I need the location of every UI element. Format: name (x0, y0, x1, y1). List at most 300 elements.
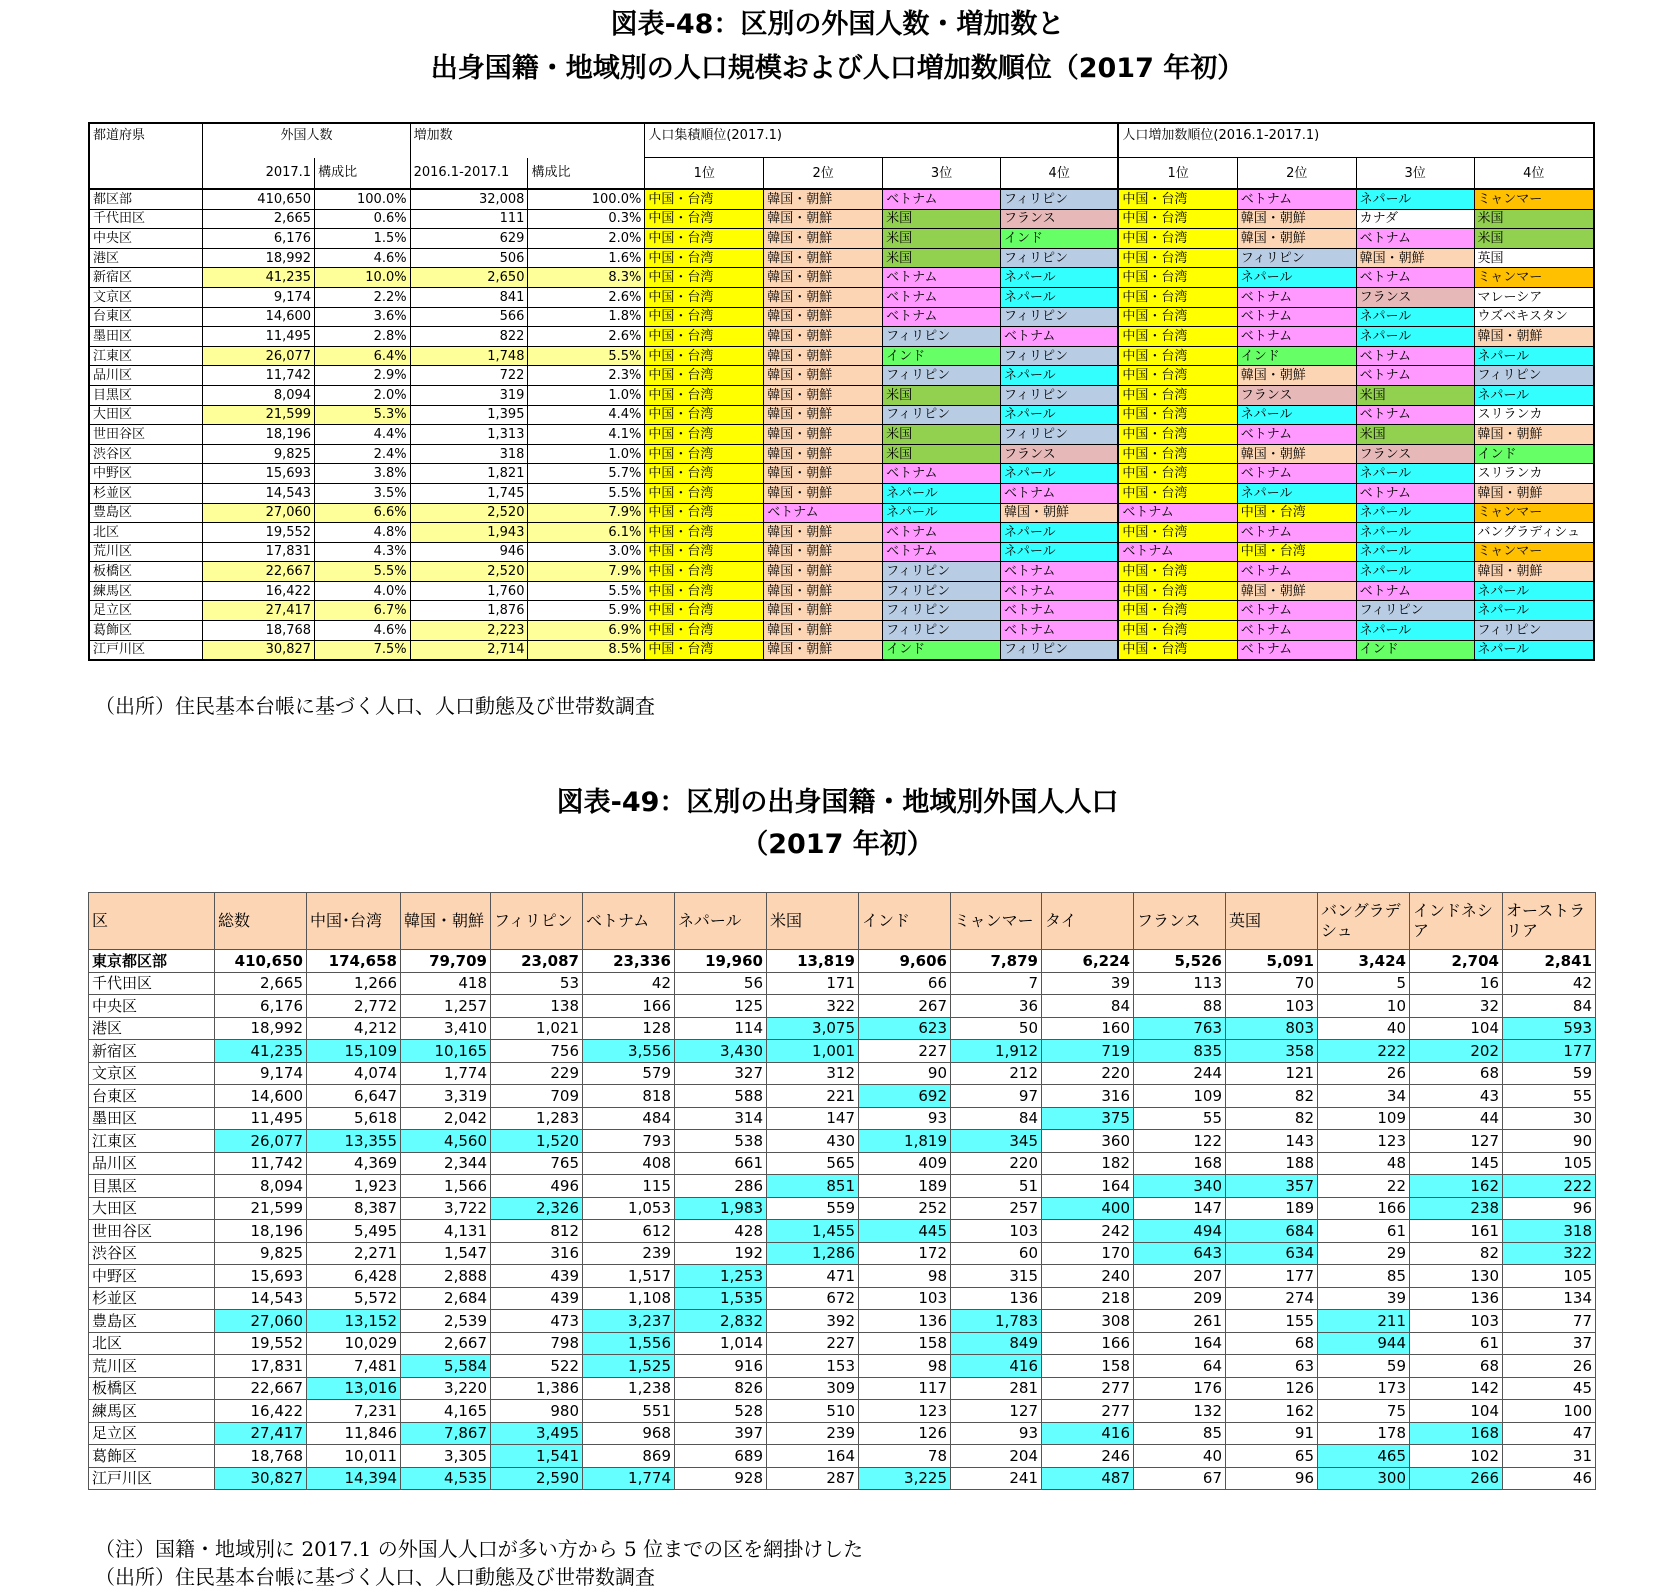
fig48-row (89, 405, 1594, 425)
pop-rank-3-cell: ベトナム (883, 464, 1001, 484)
population-cell: 174,658 (307, 950, 401, 973)
population-cell: 19,552 (215, 1332, 307, 1355)
inc-rank-2-cell: 韓国・朝鮮 (1237, 444, 1356, 464)
pop-rank-3-cell: フィリピン (883, 405, 1001, 425)
fig49-header-row (89, 893, 1596, 950)
population-cell: 220 (1042, 1062, 1134, 1085)
increase-share: 5.9% (528, 601, 645, 621)
population-cell: 7,481 (307, 1355, 401, 1378)
foreign-count: 11,495 (203, 327, 315, 347)
foreign-count: 16,422 (203, 581, 315, 601)
pop-rank-1-cell: 中国・台湾 (645, 248, 764, 268)
fig48-source: （出所）住民基本台帳に基づく人口、人口動態及び世帯数調査 (95, 694, 655, 718)
increase-count: 1,745 (410, 483, 528, 503)
fig48-row (89, 248, 1594, 268)
population-cell: 2,667 (401, 1332, 491, 1355)
population-cell: 14,600 (215, 1085, 307, 1108)
ward-name: 荒川区 (89, 1355, 215, 1378)
population-cell: 85 (1318, 1265, 1410, 1288)
fig48-row (89, 601, 1594, 621)
increase-share: 7.9% (528, 562, 645, 582)
population-cell: 21,599 (215, 1197, 307, 1220)
pop-rank-2-cell: 韓国・朝鮮 (764, 385, 883, 405)
fig49-row (89, 1197, 1596, 1220)
foreign-share: 2.2% (315, 287, 411, 307)
pop-rank-4-cell: ベトナム (1001, 601, 1119, 621)
ward-name: 足立区 (89, 1422, 215, 1445)
fig49-row (89, 1422, 1596, 1445)
foreign-share: 2.9% (315, 366, 411, 386)
population-cell: 484 (583, 1107, 675, 1130)
population-cell: 968 (583, 1422, 675, 1445)
fig48-title-line2: 出身国籍・地域別の人口規模および人口増加数順位（2017 年初） (430, 53, 1245, 84)
population-cell: 64 (1134, 1355, 1226, 1378)
population-cell: 916 (675, 1355, 767, 1378)
population-cell: 128 (583, 1017, 675, 1040)
ward-name: 杉並区 (89, 1287, 215, 1310)
population-cell: 2,684 (401, 1287, 491, 1310)
ward-name: 荒川区 (89, 542, 203, 562)
inc-rank-3-cell: ネパール (1356, 621, 1474, 641)
fig49-row (89, 1265, 1596, 1288)
population-cell: 1,455 (767, 1220, 859, 1243)
population-cell: 428 (675, 1220, 767, 1243)
inc-rank-2-cell: ベトナム (1237, 562, 1356, 582)
pop-rank-4-cell: ネパール (1001, 405, 1119, 425)
pop-rank-4-cell: フィリピン (1001, 640, 1119, 660)
population-cell: 309 (767, 1377, 859, 1400)
ward-name: 千代田区 (89, 972, 215, 995)
inc-rank-1-cell: 中国・台湾 (1118, 327, 1237, 347)
ward-name: 渋谷区 (89, 1242, 215, 1265)
population-cell: 1,517 (583, 1265, 675, 1288)
inc-rank-3-cell: ネパール (1356, 307, 1474, 327)
fig48-row (89, 209, 1594, 229)
population-cell: 1,983 (675, 1197, 767, 1220)
increase-share: 7.9% (528, 503, 645, 523)
increase-share: 1.0% (528, 385, 645, 405)
inc-rank-1-cell: 中国・台湾 (1118, 483, 1237, 503)
inc-rank-4-cell: 英国 (1474, 248, 1594, 268)
foreign-share: 3.6% (315, 307, 411, 327)
pop-rank-2-cell: 韓国・朝鮮 (764, 542, 883, 562)
population-cell: 835 (1134, 1040, 1226, 1063)
inc-rank-4-cell: 韓国・朝鮮 (1474, 483, 1594, 503)
fig49-header-cell: オーストラリア (1503, 893, 1596, 950)
inc-rank-2-cell: ベトナム (1237, 287, 1356, 307)
fig48-title-line1: 図表-48：区別の外国人数・増加数と (610, 9, 1065, 40)
fig48-row (89, 581, 1594, 601)
inc-rank-1-cell: 中国・台湾 (1118, 189, 1237, 209)
increase-count: 111 (410, 209, 528, 229)
population-cell: 173 (1318, 1377, 1410, 1400)
inc-rank-2-cell: ベトナム (1237, 601, 1356, 621)
population-cell: 803 (1226, 1017, 1318, 1040)
population-cell: 17,831 (215, 1355, 307, 1378)
pop-rank-1-cell: 中国・台湾 (645, 425, 764, 445)
header-rank-inc: 人口増加数順位(2016.1-2017.1) (1118, 123, 1594, 158)
population-cell: 222 (1318, 1040, 1410, 1063)
inc-rank-3-cell: ベトナム (1356, 268, 1474, 288)
header-pref: 都道府県 (89, 123, 203, 189)
population-cell: 410,650 (215, 950, 307, 973)
increase-count: 32,008 (410, 189, 528, 209)
population-cell: 2,271 (307, 1242, 401, 1265)
header-foreign: 外国人数 (203, 123, 410, 158)
population-cell: 5,091 (1226, 950, 1318, 973)
foreign-count: 8,094 (203, 385, 315, 405)
population-cell: 1,819 (859, 1130, 951, 1153)
population-cell: 103 (1410, 1310, 1503, 1333)
inc-rank-3-cell: ネパール (1356, 189, 1474, 209)
population-cell: 10,165 (401, 1040, 491, 1063)
foreign-count: 26,077 (203, 346, 315, 366)
ward-name: 新宿区 (89, 268, 203, 288)
population-cell: 3,305 (401, 1445, 491, 1468)
population-cell: 3,220 (401, 1377, 491, 1400)
population-cell: 209 (1134, 1287, 1226, 1310)
header-inc-rank4: 4位 (1474, 158, 1594, 190)
population-cell: 207 (1134, 1265, 1226, 1288)
population-cell: 430 (767, 1130, 859, 1153)
fig49-header-cell: 中国･台湾 (307, 893, 401, 950)
ward-name: 練馬区 (89, 1400, 215, 1423)
population-cell: 2,042 (401, 1107, 491, 1130)
population-cell: 153 (767, 1355, 859, 1378)
population-cell: 593 (1503, 1017, 1596, 1040)
population-cell: 78 (859, 1445, 951, 1468)
population-cell: 126 (859, 1422, 951, 1445)
pop-rank-4-cell: フィリピン (1001, 248, 1119, 268)
population-cell: 980 (491, 1400, 583, 1423)
population-cell: 105 (1503, 1152, 1596, 1175)
inc-rank-1-cell: 中国・台湾 (1118, 248, 1237, 268)
population-cell: 4,369 (307, 1152, 401, 1175)
fig49-header-cell: インド (859, 893, 951, 950)
fig48-row (89, 346, 1594, 366)
population-cell: 29 (1318, 1242, 1410, 1265)
inc-rank-2-cell: ベトナム (1237, 307, 1356, 327)
inc-rank-4-cell: ネパール (1474, 640, 1594, 660)
population-cell: 928 (675, 1467, 767, 1490)
population-cell: 286 (675, 1175, 767, 1198)
population-cell: 2,326 (491, 1197, 583, 1220)
foreign-count: 2,665 (203, 209, 315, 229)
ward-name: 墨田区 (89, 327, 203, 347)
population-cell: 473 (491, 1310, 583, 1333)
inc-rank-3-cell: ネパール (1356, 562, 1474, 582)
inc-rank-1-cell: ベトナム (1118, 503, 1237, 523)
population-cell: 82 (1226, 1107, 1318, 1130)
pop-rank-1-cell: 中国・台湾 (645, 562, 764, 582)
increase-count: 2,223 (410, 621, 528, 641)
pop-rank-2-cell: 韓国・朝鮮 (764, 464, 883, 484)
pop-rank-4-cell: ネパール (1001, 464, 1119, 484)
fig49-row (89, 950, 1596, 973)
fig49-row (89, 1332, 1596, 1355)
population-cell: 222 (1503, 1175, 1596, 1198)
inc-rank-1-cell: 中国・台湾 (1118, 366, 1237, 386)
fig49-row (89, 1040, 1596, 1063)
population-cell: 559 (767, 1197, 859, 1220)
population-cell: 528 (675, 1400, 767, 1423)
foreign-count: 27,060 (203, 503, 315, 523)
population-cell: 246 (1042, 1445, 1134, 1468)
ward-name: 葛飾区 (89, 621, 203, 641)
population-cell: 31 (1503, 1445, 1596, 1468)
inc-rank-2-cell: ネパール (1237, 483, 1356, 503)
population-cell: 409 (859, 1152, 951, 1175)
pop-rank-2-cell: 韓国・朝鮮 (764, 621, 883, 641)
population-cell: 418 (401, 972, 491, 995)
population-cell: 67 (1134, 1467, 1226, 1490)
increase-count: 2,650 (410, 268, 528, 288)
pop-rank-2-cell: 韓国・朝鮮 (764, 581, 883, 601)
population-cell: 1,386 (491, 1377, 583, 1400)
increase-share: 5.5% (528, 346, 645, 366)
population-cell: 2,590 (491, 1467, 583, 1490)
header-inc-rank1: 1位 (1118, 158, 1237, 190)
increase-count: 566 (410, 307, 528, 327)
population-cell: 1,912 (951, 1040, 1042, 1063)
pop-rank-3-cell: 米国 (883, 425, 1001, 445)
population-cell: 68 (1410, 1062, 1503, 1085)
population-cell: 5,618 (307, 1107, 401, 1130)
population-cell: 182 (1042, 1152, 1134, 1175)
inc-rank-1-cell: ベトナム (1118, 542, 1237, 562)
population-cell: 315 (951, 1265, 1042, 1288)
population-cell: 66 (859, 972, 951, 995)
population-cell: 164 (1134, 1332, 1226, 1355)
foreign-share: 6.7% (315, 601, 411, 621)
pop-rank-2-cell: 韓国・朝鮮 (764, 307, 883, 327)
pop-rank-4-cell: ネパール (1001, 523, 1119, 543)
population-cell: 793 (583, 1130, 675, 1153)
population-cell: 125 (675, 995, 767, 1018)
increase-share: 6.9% (528, 621, 645, 641)
population-cell: 242 (1042, 1220, 1134, 1243)
population-cell: 85 (1134, 1422, 1226, 1445)
population-cell: 13,152 (307, 1310, 401, 1333)
fig49-row (89, 1062, 1596, 1085)
increase-share: 2.6% (528, 287, 645, 307)
increase-share: 8.5% (528, 640, 645, 660)
pop-rank-2-cell: 韓国・朝鮮 (764, 405, 883, 425)
population-cell: 471 (767, 1265, 859, 1288)
foreign-share: 2.0% (315, 385, 411, 405)
pop-rank-2-cell: 韓国・朝鮮 (764, 562, 883, 582)
fig49-row (89, 1287, 1596, 1310)
inc-rank-1-cell: 中国・台湾 (1118, 640, 1237, 660)
population-cell: 416 (951, 1355, 1042, 1378)
population-cell: 7,879 (951, 950, 1042, 973)
pop-rank-1-cell: 中国・台湾 (645, 268, 764, 288)
inc-rank-4-cell: ネパール (1474, 581, 1594, 601)
increase-count: 629 (410, 229, 528, 249)
population-cell: 160 (1042, 1017, 1134, 1040)
pop-rank-2-cell: 韓国・朝鮮 (764, 366, 883, 386)
fig49-note: （注）国籍・地域別に 2017.1 の外国人人口が多い方から 5 位までの区を網掛けした (95, 1537, 864, 1561)
population-cell: 48 (1318, 1152, 1410, 1175)
population-cell: 1,286 (767, 1242, 859, 1265)
ward-name: 板橋区 (89, 562, 203, 582)
population-cell: 51 (951, 1175, 1042, 1198)
population-cell: 162 (1226, 1400, 1318, 1423)
population-cell: 103 (1226, 995, 1318, 1018)
inc-rank-4-cell: マレーシア (1474, 287, 1594, 307)
population-cell: 392 (767, 1310, 859, 1333)
ward-name: 文京区 (89, 1062, 215, 1085)
fig49-row (89, 1242, 1596, 1265)
population-cell: 13,819 (767, 950, 859, 973)
population-cell: 277 (1042, 1400, 1134, 1423)
population-cell: 36 (951, 995, 1042, 1018)
foreign-count: 41,235 (203, 268, 315, 288)
population-cell: 1,556 (583, 1332, 675, 1355)
pop-rank-2-cell: 韓国・朝鮮 (764, 483, 883, 503)
foreign-count: 14,600 (203, 307, 315, 327)
pop-rank-2-cell: 韓国・朝鮮 (764, 327, 883, 347)
fig48-row (89, 621, 1594, 641)
inc-rank-4-cell: スリランカ (1474, 405, 1594, 425)
inc-rank-4-cell: ネパール (1474, 601, 1594, 621)
increase-share: 0.3% (528, 209, 645, 229)
population-cell: 55 (1134, 1107, 1226, 1130)
population-cell: 218 (1042, 1287, 1134, 1310)
foreign-share: 5.3% (315, 405, 411, 425)
population-cell: 127 (1410, 1130, 1503, 1153)
fig49-header-cell: インドネシア (1410, 893, 1503, 950)
population-cell: 277 (1042, 1377, 1134, 1400)
population-cell: 123 (859, 1400, 951, 1423)
inc-rank-2-cell: ベトナム (1237, 189, 1356, 209)
foreign-count: 18,196 (203, 425, 315, 445)
population-cell: 1,014 (675, 1332, 767, 1355)
inc-rank-4-cell: フィリピン (1474, 366, 1594, 386)
population-cell: 27,417 (215, 1422, 307, 1445)
header-pop-rank2: 2位 (764, 158, 883, 190)
pop-rank-1-cell: 中国・台湾 (645, 366, 764, 386)
population-cell: 869 (583, 1445, 675, 1468)
population-cell: 408 (583, 1152, 675, 1175)
population-cell: 104 (1410, 1400, 1503, 1423)
population-cell: 266 (1410, 1467, 1503, 1490)
fig48-row (89, 366, 1594, 386)
population-cell: 318 (1503, 1220, 1596, 1243)
population-cell: 312 (767, 1062, 859, 1085)
foreign-count: 6,176 (203, 229, 315, 249)
pop-rank-1-cell: 中国・台湾 (645, 385, 764, 405)
inc-rank-2-cell: ネパール (1237, 405, 1356, 425)
population-cell: 944 (1318, 1332, 1410, 1355)
population-cell: 7,231 (307, 1400, 401, 1423)
population-cell: 397 (675, 1422, 767, 1445)
population-cell: 510 (767, 1400, 859, 1423)
fig49-row (89, 1355, 1596, 1378)
increase-count: 318 (410, 444, 528, 464)
foreign-share: 4.3% (315, 542, 411, 562)
foreign-share: 2.8% (315, 327, 411, 347)
pop-rank-1-cell: 中国・台湾 (645, 327, 764, 347)
inc-rank-4-cell: インド (1474, 444, 1594, 464)
pop-rank-4-cell: ネパール (1001, 366, 1119, 386)
population-cell: 634 (1226, 1242, 1318, 1265)
inc-rank-1-cell: 中国・台湾 (1118, 581, 1237, 601)
population-cell: 30,827 (215, 1467, 307, 1490)
population-cell: 8,094 (215, 1175, 307, 1198)
population-cell: 103 (951, 1220, 1042, 1243)
foreign-share: 5.5% (315, 562, 411, 582)
population-cell: 42 (583, 972, 675, 995)
population-cell: 1,108 (583, 1287, 675, 1310)
ward-name: 北区 (89, 523, 203, 543)
ward-name: 千代田区 (89, 209, 203, 229)
population-cell: 77 (1503, 1310, 1596, 1333)
foreign-count: 21,599 (203, 405, 315, 425)
population-cell: 105 (1503, 1265, 1596, 1288)
fig48-row (89, 327, 1594, 347)
population-cell: 6,176 (215, 995, 307, 1018)
population-cell: 11,846 (307, 1422, 401, 1445)
inc-rank-2-cell: 韓国・朝鮮 (1237, 366, 1356, 386)
population-cell: 400 (1042, 1197, 1134, 1220)
increase-share: 1.0% (528, 444, 645, 464)
header-increase: 増加数 (410, 123, 645, 158)
population-cell: 47 (1503, 1422, 1596, 1445)
inc-rank-1-cell: 中国・台湾 (1118, 229, 1237, 249)
increase-share: 2.3% (528, 366, 645, 386)
population-cell: 177 (1226, 1265, 1318, 1288)
fig49-header-cell: フィリピン (491, 893, 583, 950)
fig48-row (89, 444, 1594, 464)
population-cell: 90 (1503, 1130, 1596, 1153)
population-cell: 162 (1410, 1175, 1503, 1198)
population-cell: 5,584 (401, 1355, 491, 1378)
population-cell: 709 (491, 1085, 583, 1108)
population-cell: 345 (951, 1130, 1042, 1153)
inc-rank-2-cell: ベトナム (1237, 327, 1356, 347)
pop-rank-4-cell: 韓国・朝鮮 (1001, 503, 1119, 523)
population-cell: 2,832 (675, 1310, 767, 1333)
population-cell: 8,387 (307, 1197, 401, 1220)
ward-name: 江戸川区 (89, 1467, 215, 1490)
population-cell: 117 (859, 1377, 951, 1400)
population-cell: 96 (1226, 1467, 1318, 1490)
population-cell: 93 (859, 1107, 951, 1130)
population-cell: 240 (1042, 1265, 1134, 1288)
population-cell: 189 (1226, 1197, 1318, 1220)
foreign-count: 18,768 (203, 621, 315, 641)
population-cell: 4,560 (401, 1130, 491, 1153)
inc-rank-4-cell: ネパール (1474, 385, 1594, 405)
inc-rank-2-cell: ベトナム (1237, 523, 1356, 543)
population-cell: 416 (1042, 1422, 1134, 1445)
population-cell: 308 (1042, 1310, 1134, 1333)
ward-name: 品川区 (89, 366, 203, 386)
increase-count: 722 (410, 366, 528, 386)
fig49-table (88, 892, 1596, 1490)
population-cell: 202 (1410, 1040, 1503, 1063)
inc-rank-3-cell: インド (1356, 640, 1474, 660)
population-cell: 238 (1410, 1197, 1503, 1220)
population-cell: 113 (1134, 972, 1226, 995)
ward-name: 台東区 (89, 307, 203, 327)
inc-rank-3-cell: 米国 (1356, 425, 1474, 445)
population-cell: 9,825 (215, 1242, 307, 1265)
fig49-row (89, 1130, 1596, 1153)
fig49-header-cell: ミャンマー (951, 893, 1042, 950)
header-share2: 構成比 (528, 158, 645, 190)
